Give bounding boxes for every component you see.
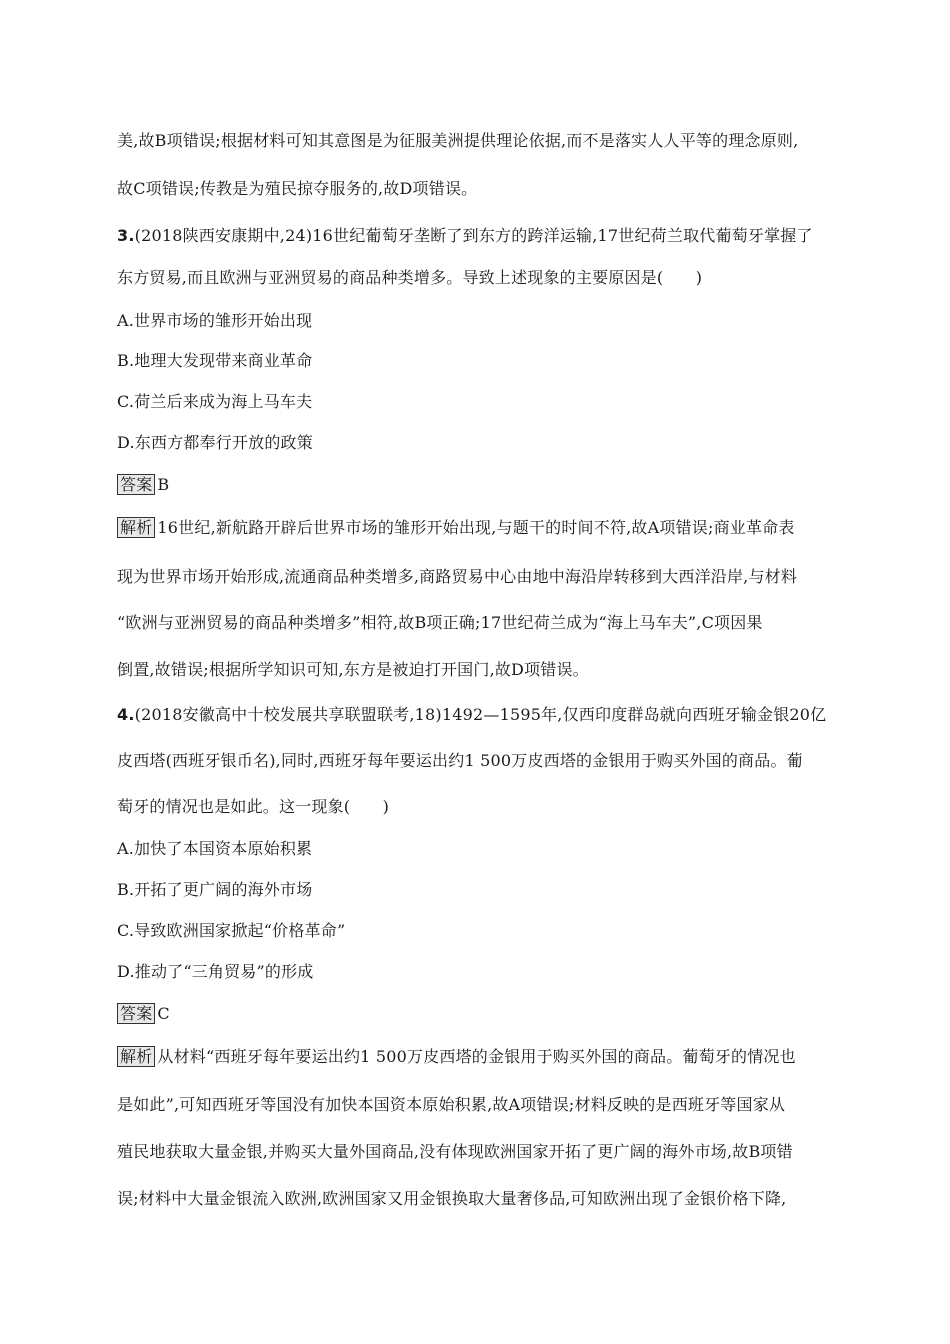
analysis-text: 是如此”,可知西班牙等国没有加快本国资本原始积累,故A项错误;材料反映的是西班牙等国家从 xyxy=(117,1095,786,1114)
question-text: (2018陕西安康期中,24)16世纪葡萄牙垄断了到东方的跨洋运输,17世纪荷兰取代葡萄牙掌握了 xyxy=(134,226,813,245)
option-a: A.世界市场的雏形开始出现 xyxy=(117,311,313,330)
option-b: B.开拓了更广阔的海外市场 xyxy=(117,880,313,899)
answer-tag: 答案 xyxy=(117,474,155,495)
option-c: C.导致欧洲国家掀起“价格革命” xyxy=(117,921,346,940)
analysis-row xyxy=(117,1046,837,1068)
question-text: 东方贸易,而且欧洲与亚洲贸易的商品种类增多。导致上述现象的主要原因是( ) xyxy=(117,268,703,287)
question-number: 3. xyxy=(117,226,135,245)
text-line: 故C项错误;传教是为殖民掠夺服务的,故D项错误。 xyxy=(117,179,478,198)
option-a: A.加快了本国资本原始积累 xyxy=(117,839,313,858)
question-text: 萄牙的情况也是如此。这一现象( ) xyxy=(117,797,390,816)
analysis-text: “欧洲与亚洲贸易的商品种类增多”相符,故B项正确;17世纪荷兰成为“海上马车夫”,C项因果 xyxy=(117,613,763,632)
analysis-text: 误;材料中大量金银流入欧洲,欧洲国家又用金银换取大量奢侈品,可知欧洲出现了金银价格下降, xyxy=(117,1189,787,1208)
question-text: 皮西塔(西班牙银币名),同时,西班牙每年要运出约1 500万皮西塔的金银用于购买外国的商品。葡 xyxy=(117,751,803,770)
question-text: (2018安徽高中十校发展共享联盟联考,18)1492—1595年,仅西印度群岛就向西班牙输金银20亿 xyxy=(134,705,827,724)
option-d: D.东西方都奉行开放的政策 xyxy=(117,433,313,452)
question-3-stem xyxy=(117,225,837,247)
answer-row xyxy=(117,474,837,496)
answer-value: B xyxy=(157,475,170,494)
option-d: D.推动了“三角贸易”的形成 xyxy=(117,962,314,981)
analysis-text: 殖民地获取大量金银,并购买大量外国商品,没有体现欧洲国家开拓了更广阔的海外市场,故B项错 xyxy=(117,1142,793,1161)
analysis-tag: 解析 xyxy=(117,1046,155,1067)
question-4-stem xyxy=(117,704,837,726)
analysis-text: 现为世界市场开始形成,流通商品种类增多,商路贸易中心由地中海沿岸转移到大西洋沿岸,与材料 xyxy=(117,567,798,586)
option-c: C.荷兰后来成为海上马车夫 xyxy=(117,392,313,411)
analysis-row xyxy=(117,517,837,539)
analysis-tag: 解析 xyxy=(117,517,155,538)
answer-tag: 答案 xyxy=(117,1003,155,1024)
analysis-text: 从材料“西班牙每年要运出约1 500万皮西塔的金银用于购买外国的商品。葡萄牙的情况也 xyxy=(157,1047,796,1066)
analysis-text: 倒置,故错误;根据所学知识可知,东方是被迫打开国门,故D项错误。 xyxy=(117,660,589,679)
text-line: 美,故B项错误;根据材料可知其意图是为征服美洲提供理论依据,而不是落实人人平等的理念原则, xyxy=(117,131,799,150)
answer-value: C xyxy=(157,1004,170,1023)
analysis-text: 16世纪,新航路开辟后世界市场的雏形开始出现,与题干的时间不符,故A项错误;商业革命表 xyxy=(157,518,795,537)
answer-row xyxy=(117,1003,837,1025)
option-b: B.地理大发现带来商业革命 xyxy=(117,351,313,370)
question-number: 4. xyxy=(117,705,135,724)
